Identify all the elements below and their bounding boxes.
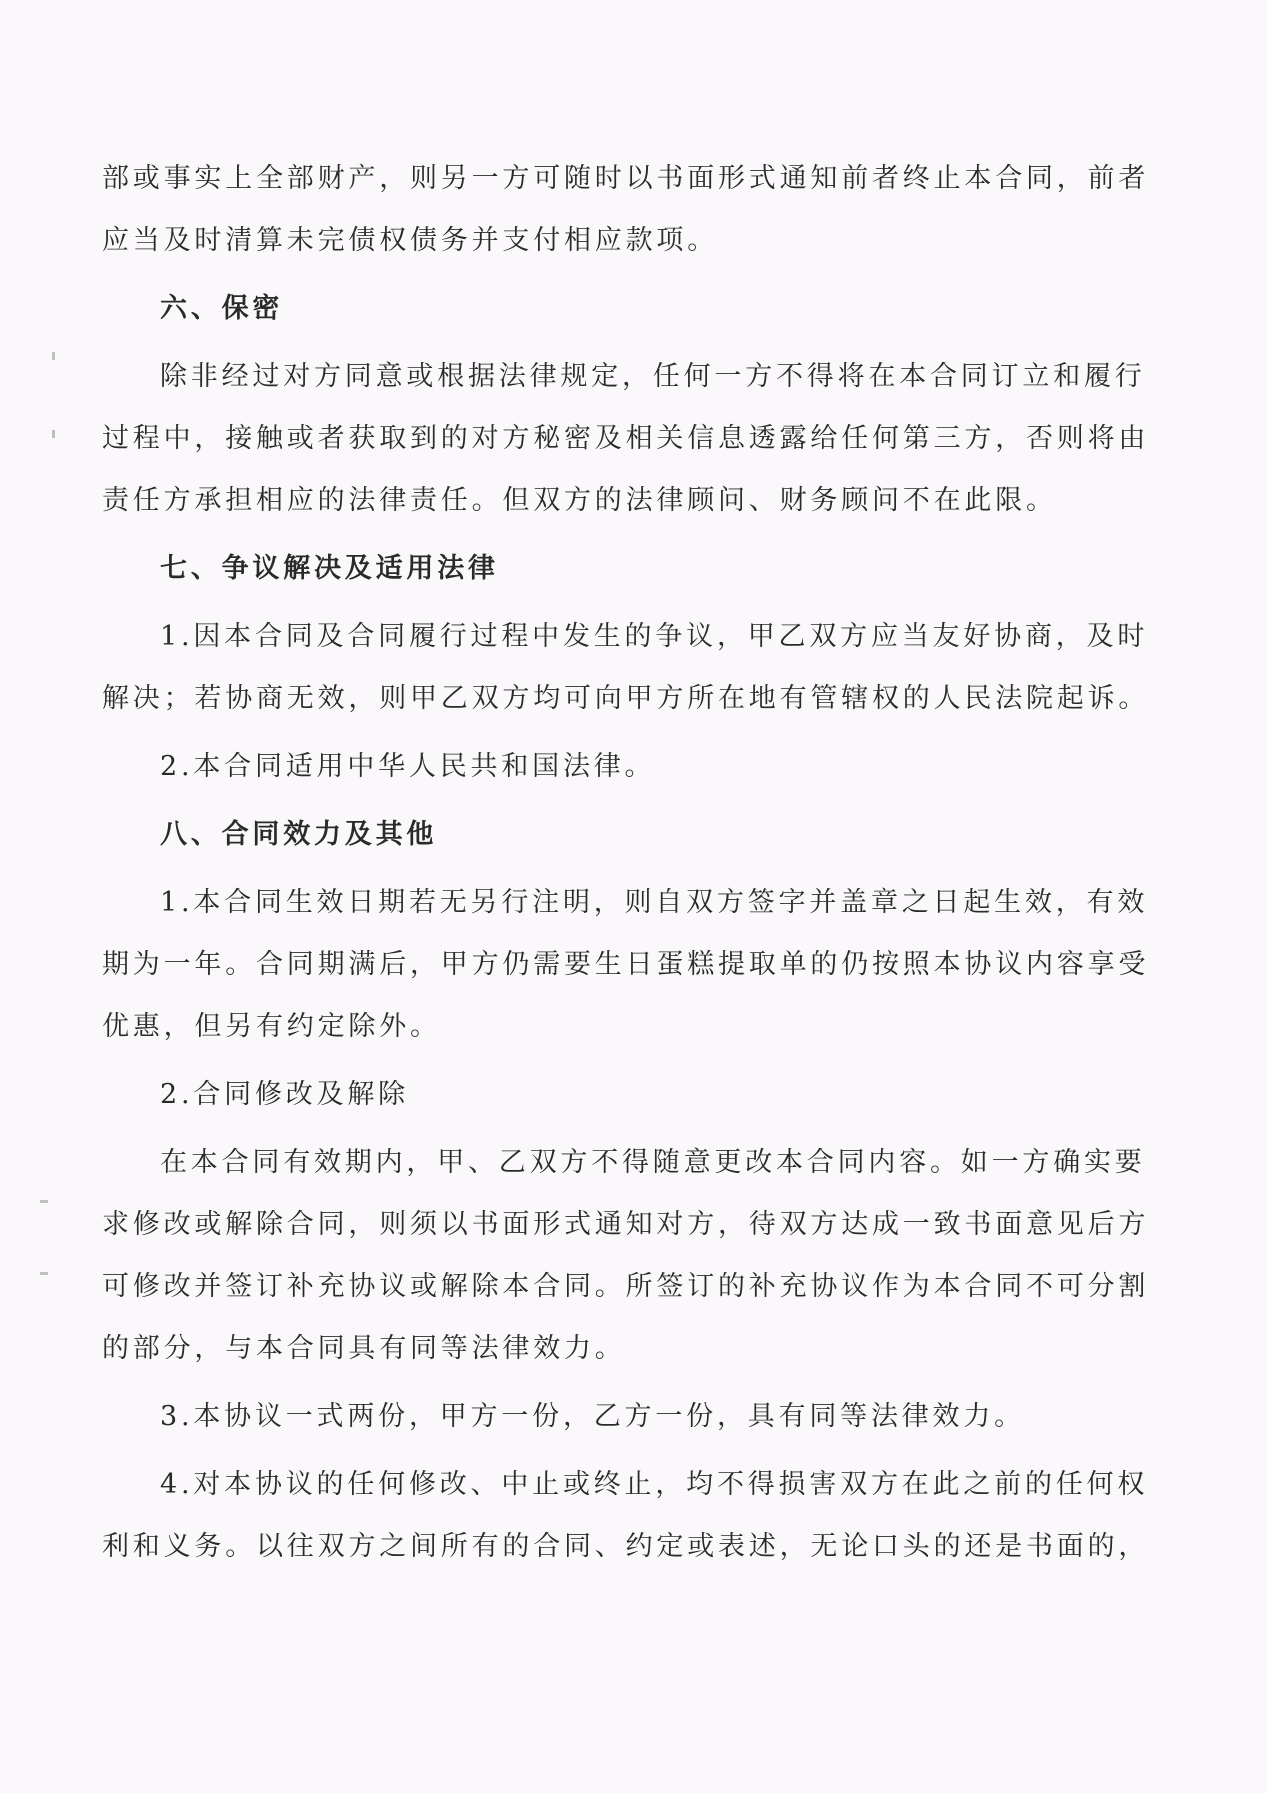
text-line: 在本合同有效期内，甲、乙双方不得随意更改本合同内容。如一方确实要	[160, 1147, 1146, 1178]
binding-mark	[52, 430, 55, 438]
text-line: 过程中，接触或者获取到的对方秘密及相关信息透露给任何第三方，否则将由	[102, 423, 1150, 454]
text-line: 优惠，但另有约定除外。	[102, 1011, 441, 1042]
section-heading: 八、合同效力及其他	[160, 819, 438, 850]
text-line: 4.对本协议的任何修改、中止或终止，均不得损害双方在此之前的任何权	[160, 1469, 1149, 1500]
section-heading: 六、保密	[160, 293, 284, 324]
text-line: 解决；若协商无效，则甲乙双方均可向甲方所在地有管辖权的人民法院起诉。	[102, 683, 1150, 714]
document-body	[102, 148, 1150, 1578]
text-line: 部或事实上全部财产，则另一方可随时以书面形式通知前者终止本合同，前者	[102, 163, 1150, 194]
text-line: 1.本合同生效日期若无另行注明，则自双方签字并盖章之日起生效，有效	[160, 887, 1149, 918]
text-line: 3.本协议一式两份，甲方一份，乙方一份，具有同等法律效力。	[160, 1401, 1025, 1432]
section-heading: 七、争议解决及适用法律	[160, 553, 499, 584]
text-line: 应当及时清算未完债权债务并支付相应款项。	[102, 225, 718, 256]
binding-mark	[40, 1200, 48, 1203]
text-line: 求修改或解除合同，则须以书面形式通知对方，待双方达成一致书面意见后方	[102, 1209, 1150, 1240]
text-line: 期为一年。合同期满后，甲方仍需要生日蛋糕提取单的仍按照本协议内容享受	[102, 949, 1150, 980]
text-line: 2.合同修改及解除	[160, 1079, 409, 1110]
text-line: 1.因本合同及合同履行过程中发生的争议，甲乙双方应当友好协商，及时	[160, 621, 1149, 652]
text-line: 2.本合同适用中华人民共和国法律。	[160, 751, 656, 782]
binding-mark	[52, 352, 55, 360]
text-line: 可修改并签订补充协议或解除本合同。所签订的补充协议作为本合同不可分割	[102, 1271, 1150, 1302]
text-line: 除非经过对方同意或根据法律规定，任何一方不得将在本合同订立和履行	[160, 361, 1146, 392]
text-line: 利和义务。以往双方之间所有的合同、约定或表述，无论口头的还是书面的，	[102, 1531, 1150, 1562]
text-line: 的部分，与本合同具有同等法律效力。	[102, 1333, 626, 1364]
text-line: 责任方承担相应的法律责任。但双方的法律顾问、财务顾问不在此限。	[102, 485, 1057, 516]
binding-mark	[40, 1272, 48, 1275]
